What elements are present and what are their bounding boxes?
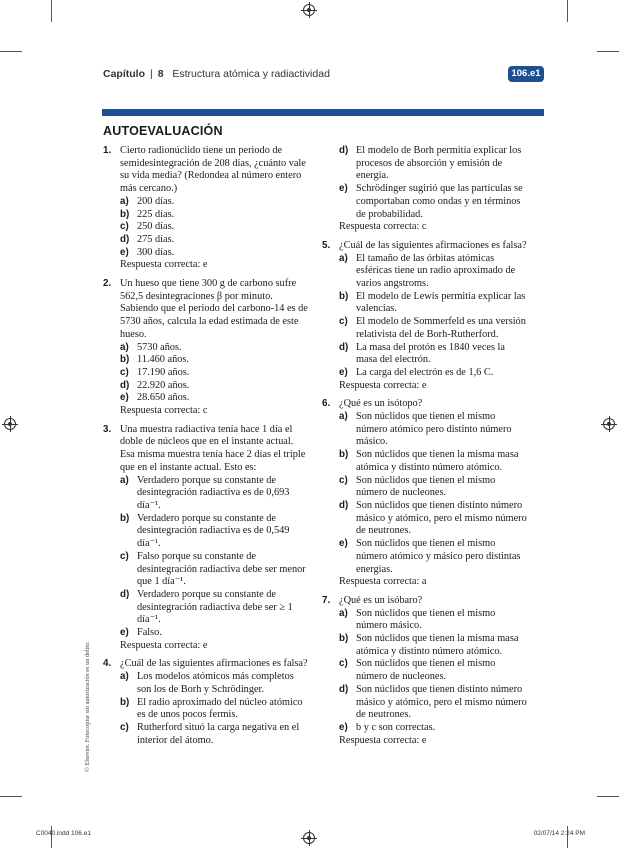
registration-mark-icon [303, 832, 315, 844]
option [339, 291, 528, 316]
option-letter: d) [339, 683, 349, 695]
running-header: Capítulo | 8 Estructura atómica y radiactividad [103, 68, 330, 80]
option-text: El tamaño de las órbitas atómicas esféricas tiene un radio aproximado de varios angstroms. [356, 252, 516, 290]
correct-answer: Respuesta correcta: e [120, 639, 208, 651]
option [339, 658, 528, 683]
option-letter: b) [120, 354, 130, 366]
option-text: 275 días. [137, 233, 175, 245]
option-letter: c) [339, 474, 348, 486]
question-text: ¿Qué es un isótopo? [339, 398, 423, 410]
option-letter: b) [339, 449, 349, 461]
option-text: Verdadero porque su constante de desintegración radiactiva es de 0,693 día⁻¹. [137, 474, 290, 511]
question-number: 3. [103, 423, 112, 435]
option [120, 234, 309, 247]
correct-answer: Respuesta correcta: e [120, 259, 208, 271]
question-text: ¿Cuál de las siguientes afirmaciones es falsa? [120, 658, 308, 670]
crop-mark [0, 51, 22, 52]
option-text: 250 días. [137, 221, 175, 233]
option [339, 500, 528, 538]
footer-timestamp: 02/07/14 2:24 PM [533, 830, 585, 837]
crop-mark [51, 0, 52, 22]
option-text: Son núclidos que tienen el mismo número de nucleones. [356, 658, 496, 683]
option [339, 608, 528, 633]
option-text: Son núclidos que tienen la misma masa atómica y distinto número atómico. [356, 449, 519, 473]
option [339, 316, 528, 341]
chapter-number: 8 [157, 68, 164, 80]
option-text: 300 días. [137, 246, 175, 258]
option-text: 11.460 años. [137, 354, 189, 366]
option [120, 697, 309, 722]
option-text: Son núclidos que tienen el mismo número másico. [356, 607, 496, 632]
crop-mark [597, 796, 619, 797]
option-letter: d) [339, 499, 349, 511]
option [120, 209, 309, 222]
correct-answer: Respuesta correcta: a [339, 576, 427, 588]
correct-answer: Respuesta correcta: c [339, 221, 427, 233]
option [339, 538, 528, 576]
question-3 [103, 424, 309, 653]
option-letter: c) [339, 658, 348, 670]
question-6 [322, 398, 528, 589]
option-letter: e) [120, 246, 129, 258]
option-text: Son núclidos que tienen distinto número másico y atómico, pero el mismo número de neutrones. [356, 499, 527, 537]
registration-mark-icon [603, 418, 615, 430]
option-letter: b) [339, 633, 349, 645]
option [339, 475, 528, 500]
option [339, 183, 528, 221]
chapter-title: Estructura atómica y radiactividad [172, 68, 330, 80]
question-1 [103, 145, 309, 272]
option-letter: e) [339, 538, 348, 550]
question-number: 7. [322, 594, 331, 606]
option-text: 28.650 años. [137, 392, 190, 404]
option [120, 513, 309, 551]
footer-file-info: C0040.indd 106.e1 [36, 830, 91, 837]
option-letter: b) [339, 290, 349, 302]
option [120, 247, 309, 260]
option-text: Falso. [137, 627, 162, 639]
question-5 [322, 240, 528, 392]
option [120, 589, 309, 627]
option-letter: d) [339, 341, 349, 353]
option-text: Son núclidos que tienen el mismo número atómico y másico pero distintas energías. [356, 538, 521, 575]
correct-answer: Respuesta correcta: e [339, 734, 427, 746]
option [120, 196, 309, 209]
option-text: La masa del protón es 1840 veces la masa del electrón. [356, 341, 505, 366]
option-text: Falso porque su constante de desintegración radiactiva debe ser menor que 1 día⁻¹. [137, 550, 306, 588]
question-number: 1. [103, 145, 112, 156]
registration-mark-icon [4, 418, 16, 430]
option-letter: a) [120, 671, 129, 683]
option-text: 22.920 años. [137, 379, 190, 391]
option [339, 367, 528, 380]
option-text: Son núclidos que tienen el mismo número de nucleones. [356, 474, 496, 499]
option-text: b y c son correctas. [356, 721, 436, 733]
option-letter: a) [120, 341, 129, 353]
option [339, 449, 528, 474]
question-text: Una muestra radiactiva tenía hace 1 día el doble de núcleos que en el instante actual. Esa misma muestra tenía hace 2 días el triple que en el instante actual. Esto es: [120, 423, 306, 473]
option-text: El modelo de Sommerfeld es una versión relativista del de Borh-Rutherford. [356, 316, 526, 340]
option-letter: a) [339, 607, 348, 619]
option-letter: a) [339, 252, 348, 264]
page-number-badge: 106.e1 [508, 66, 544, 82]
option-text: Los modelos atómicos más completos son los de Borh y Schrödinger. [137, 671, 294, 695]
option [120, 367, 309, 380]
option [339, 633, 528, 658]
question-text: ¿Qué es un isóbaro? [339, 594, 423, 606]
option [120, 392, 309, 405]
registration-mark-icon [303, 4, 315, 16]
option [120, 551, 309, 589]
option-text: 5730 años. [137, 341, 182, 353]
option-letter: c) [120, 221, 129, 233]
option-letter: d) [120, 588, 130, 600]
option-letter: c) [339, 316, 348, 328]
option [120, 475, 309, 513]
option-letter: e) [120, 392, 129, 404]
option [120, 380, 309, 393]
option-text: 225 días. [137, 208, 175, 220]
option-letter: e) [120, 627, 129, 639]
option [339, 722, 528, 735]
question-number: 6. [322, 398, 331, 410]
option [120, 627, 309, 640]
option-text: Son núclidos que tienen distinto número másico y atómico, pero el mismo número de neutrones. [356, 683, 527, 721]
question-7 [322, 595, 528, 747]
option [120, 221, 309, 234]
option-letter: e) [339, 721, 348, 733]
option [339, 684, 528, 722]
option-text: La carga del electrón es de 1,6 C. [356, 366, 494, 378]
option-letter: e) [339, 183, 348, 195]
header-rule [102, 109, 544, 116]
option-letter: c) [120, 366, 129, 378]
question-number: 4. [103, 658, 112, 670]
option [120, 671, 309, 696]
option [339, 253, 528, 291]
option-text: Verdadero porque su constante de desintegración radiactiva debe ser ≥ 1 día⁻¹. [137, 588, 293, 626]
option-letter: d) [120, 379, 130, 391]
question-2 [103, 278, 309, 418]
option-letter: b) [120, 512, 130, 524]
crop-mark [597, 51, 619, 52]
option [339, 342, 528, 367]
option-letter: a) [120, 474, 129, 486]
option-text: El radio aproximado del núcleo atómico es de unos pocos fermis. [137, 696, 303, 721]
option-letter: a) [120, 195, 129, 207]
option-text: Verdadero porque su constante de desintegración radiactiva es de 0,549 día⁻¹. [137, 512, 290, 550]
question-number: 5. [322, 239, 331, 251]
option-letter: d) [339, 145, 349, 156]
option-text: 17.190 años. [137, 366, 190, 378]
option-text: 200 días. [137, 195, 175, 207]
option-text: Schrödinger sugirió que las partículas se comportaban como ondas y en términos de probabilidad. [356, 183, 523, 220]
option-text: Son núclidos que tienen el mismo número atómico pero distinto número másico. [356, 411, 512, 448]
option-letter: b) [120, 208, 130, 220]
crop-mark [0, 796, 22, 797]
question-4 [103, 658, 309, 747]
option [120, 722, 309, 747]
option-letter: a) [339, 411, 348, 423]
correct-answer: Respuesta correcta: c [120, 405, 208, 417]
option [120, 354, 309, 367]
option-text: Son núclidos que tienen la misma masa atómica y distinto número atómico. [356, 633, 519, 657]
option-text: El modelo de Borh permitía explicar los procesos de absorción y emisión de energía. [356, 145, 522, 182]
copyright-side-note: © Elsevier. Fotocopiar sin autorización es un delito. [84, 641, 91, 772]
option-letter: d) [120, 233, 130, 245]
option-text: Rutherford situó la carga negativa en el interior del átomo. [137, 721, 300, 746]
option [339, 145, 528, 183]
question-text: ¿Cuál de las siguientes afirmaciones es falsa? [339, 239, 527, 251]
question-number: 2. [103, 278, 112, 290]
question-text: Un hueso que tiene 300 g de carbono sufre 562,5 desintegraciones β por minuto. Sabiendo que el periodo del carbono-14 es de 5730 años, calcula la edad estimada de este hueso. [120, 278, 308, 340]
option-letter: b) [120, 696, 130, 708]
question-4-continued [322, 145, 528, 234]
right-column [322, 145, 528, 753]
question-text: Cierto radionúclido tiene un periodo de semidesintegración de 208 días, ¿cuánto vale su vida media? (Redondea al número entero más cercano.) [120, 145, 306, 195]
option-letter: c) [120, 550, 129, 562]
option-letter: c) [120, 721, 129, 733]
correct-answer: Respuesta correcta: e [339, 379, 427, 391]
chapter-label: Capítulo [103, 68, 145, 80]
section-title: AUTOEVALUACIÓN [103, 124, 223, 138]
option [120, 342, 309, 355]
left-column [103, 145, 309, 753]
option-text: El modelo de Lewis permitía explicar las valencias. [356, 290, 526, 315]
crop-mark [567, 0, 568, 22]
option [339, 411, 528, 449]
option-letter: e) [339, 366, 348, 378]
